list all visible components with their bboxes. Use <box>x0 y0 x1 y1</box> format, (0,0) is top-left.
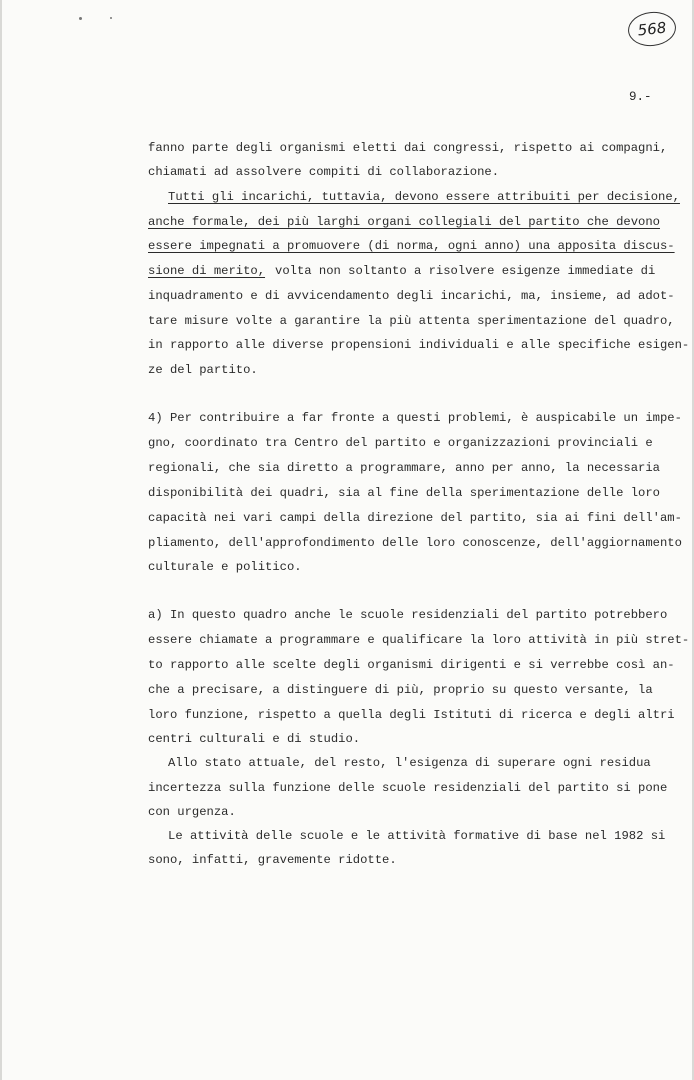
text-line: gno, coordinato tra Centro del partito e organizzazioni provinciali e <box>148 436 653 450</box>
text-line: inquadramento e di avvicendamento degli incarichi, ma, insieme, ad adot- <box>148 289 675 303</box>
text-line: to rapporto alle scelte degli organismi dirigenti e si verrebbe così an- <box>148 658 675 672</box>
text-line: loro funzione, rispetto a quella degli Istituti di ricerca e degli altri <box>148 708 675 722</box>
text-line: ze del partito. <box>148 363 258 377</box>
scan-mark <box>110 17 112 19</box>
text-line: incertezza sulla funzione delle scuole residenziali del partito si pone <box>148 781 668 795</box>
text-line: centri culturali e di studio. <box>148 732 361 746</box>
text-line: volta non soltanto a risolvere esigenze immediate di <box>275 264 656 278</box>
text-line: a) In questo quadro anche le scuole residenziali del partito potrebbero <box>148 608 668 622</box>
page-number: 9.- <box>629 90 652 104</box>
text-line: fanno parte degli organismi eletti dai congressi, rispetto ai compagni, <box>148 141 668 155</box>
text-line: essere chiamate a programmare e qualificare la loro attività in più stret- <box>148 633 690 647</box>
text-line: disponibilità dei quadri, sia al fine della sperimentazione delle loro <box>148 486 660 500</box>
text-line: con urgenza. <box>148 805 236 819</box>
text-line: 4) Per contribuire a far fronte a questi problemi, è auspicabile un impe- <box>148 411 682 425</box>
text-line: Allo stato attuale, del resto, l'esigenza di superare ogni residua <box>168 756 651 770</box>
text-line-underlined: essere impegnati a promuovere (di norma, ogni anno) una apposita discus- <box>148 239 675 253</box>
text-line-underlined: anche formale, dei più larghi organi collegiali del partito che devono <box>148 215 660 229</box>
text-line: sono, infatti, gravemente ridotte. <box>148 853 397 867</box>
text-line: capacità nei vari campi della direzione del partito, sia ai fini dell'am- <box>148 511 682 525</box>
text-line-underlined: sione di merito, <box>148 264 266 278</box>
scan-mark <box>79 17 82 20</box>
text-line: chiamati ad assolvere compiti di collaborazione. <box>148 165 500 179</box>
text-line: che a precisare, a distinguere di più, proprio su questo versante, la <box>148 683 653 697</box>
text-line: regionali, che sia diretto a programmare, anno per anno, la necessaria <box>148 461 660 475</box>
text-line: pliamento, dell'approfondimento delle loro conoscenze, dell'aggiornamento <box>148 536 682 550</box>
archive-stamp <box>626 10 677 49</box>
text-line: Le attività delle scuole e le attività formative di base nel 1982 si <box>168 829 666 843</box>
text-line-underlined: Tutti gli incarichi, tuttavia, devono essere attribuiti per decisione, <box>168 190 680 204</box>
text-line: culturale e politico. <box>148 560 302 574</box>
archive-stamp-number: 568 <box>636 18 668 40</box>
text-line: in rapporto alle diverse propensioni individuali e alle specifiche esigen- <box>148 338 690 352</box>
text-line: tare misure volte a garantire la più attenta sperimentazione del quadro, <box>148 314 675 328</box>
